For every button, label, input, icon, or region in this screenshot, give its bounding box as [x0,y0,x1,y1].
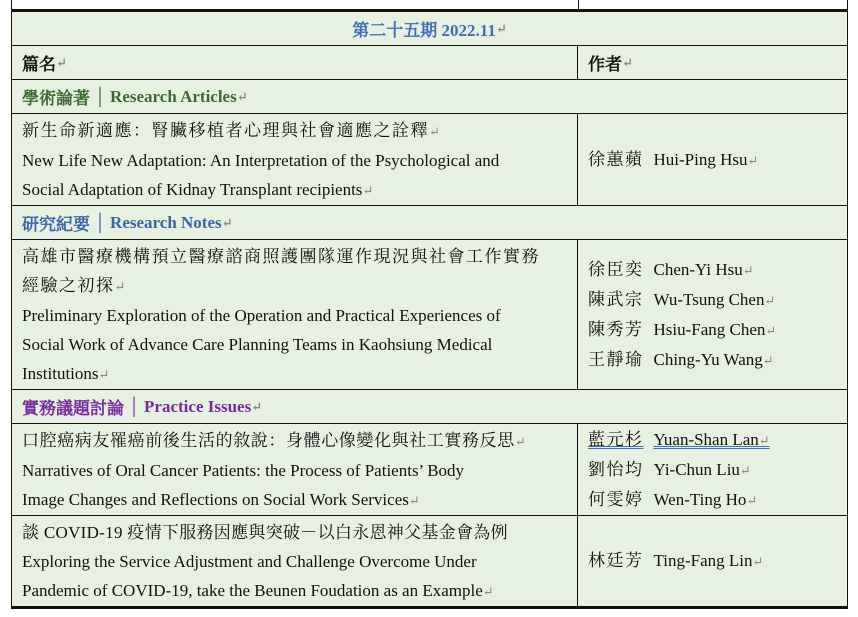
article-title-en: New Life New Adaptation: An Interpretation of the Psychological and [22,151,500,170]
author-list [578,516,847,606]
author-column-header: 作者 [588,55,622,74]
section-row-practice-issues: 實務議題討論 │ Practice Issues ↵ [11,390,848,424]
article-title-en: Preliminary Exploration of the Operation and Practical Experiences of [22,306,501,325]
article-title-zh: 談 COVID-19 疫情下服務因應與突破－以白永恩神父基金會為例 [22,523,508,542]
issue-title: 第二十五期 2022.11 [352,21,496,40]
section-label-zh: 研究紀要 [22,215,90,234]
author-list [578,240,847,389]
table-top-stub [11,0,848,9]
article-row [11,516,848,606]
article-title-en: Exploring the Service Adjustment and Challenge Overcome Under [22,552,477,571]
section-label-en: Practice Issues [144,396,252,416]
author-list [578,424,847,515]
section-label-zh: 實務議題討論 [22,399,124,418]
contents-table [11,9,848,609]
article-title-en-cont: Social Adaptation of Kidnay Transplant recipients↵ [22,180,374,199]
author-entry: 藍元杉 Yuan-Shan Lan↵ [588,429,770,449]
article-title-en-cont: Pandemic of COVID-19, take the Beunen Foudation as an Example↵ [22,581,494,600]
article-title-en-cont: Image Changes and Reflections on Social Work Services↵ [22,490,420,509]
article-row [11,114,848,206]
title-column-header: 篇名 [22,55,56,74]
author-entry: 王靜瑜 Ching-Yu Wang↵ [588,349,774,369]
header-row: 篇名 ↵ 作者 ↵ [11,46,848,80]
section-row-research-articles: 學術論著 │ Research Articles ↵ [11,80,848,114]
author-list [578,114,847,205]
author-entry: 林廷芳 Ting-Fang Lin↵ [588,551,764,570]
article-title-zh: 口腔癌病友罹癌前後生活的敘說：身體心像變化與社工實務反思↵ [22,431,527,450]
article-title-zh: 高雄市醫療機構預立醫療諮商照護團隊運作現況與社會工作實務 [22,247,540,266]
article-title-en: Narratives of Oral Cancer Patients: the Process of Patients’ Body [22,461,465,480]
article-row [11,240,848,390]
article-title-zh-cont: 經驗之初探↵ [22,276,127,295]
article-title-en-cont: Institutions↵ [22,364,110,383]
article-title-zh: 新生命新適應：腎臟移植者心理與社會適應之詮釋↵ [22,121,442,140]
issue-row: 第二十五期 2022.11 ↵ [11,12,848,46]
section-label-zh: 學術論著 [22,89,90,108]
article-title-en-cont: Social Work of Advance Care Planning Teams in Kaohsiung Medical [22,335,493,354]
author-entry: 徐臣奕 Chen-Yi Hsu↵ [588,259,754,279]
author-entry: 陳武宗 Wu-Tsung Chen↵ [588,289,776,309]
section-label-en: Research Articles [110,86,237,106]
section-row-research-notes: 研究紀要 │ Research Notes ↵ [11,206,848,240]
author-entry: 何雯婷 Wen-Ting Ho↵ [588,489,758,509]
author-entry: 陳秀芳 Hsiu-Fang Chen↵ [588,319,777,339]
author-entry: 徐蕙蘋 Hui-Ping Hsu↵ [588,149,759,169]
section-label-en: Research Notes [110,212,222,232]
article-row [11,424,848,516]
author-entry: 劉怡均 Yi-Chun Liu↵ [588,459,751,479]
